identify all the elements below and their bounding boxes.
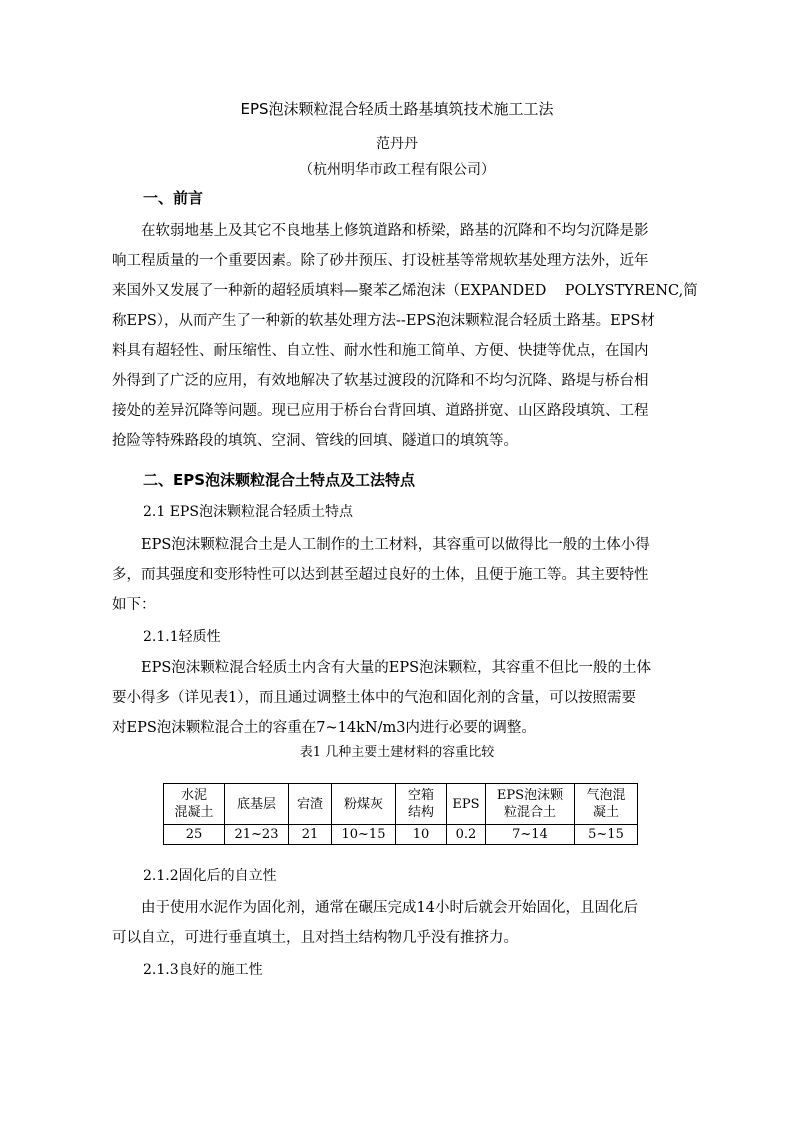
subsection-2-1-3-heading: 2.1.3良好的施工性 — [143, 962, 263, 978]
body-line: 由于使用水泥作为固化剂，通常在碾压完成14小时后就会开始固化，且固化后 — [141, 900, 638, 916]
subsection-2-1-heading: 2.1 EPS泡沫颗粒混合轻质土特点 — [143, 504, 353, 520]
density-comparison-table — [163, 783, 638, 845]
subsection-2-1-2-body — [112, 893, 700, 953]
table-header-row — [164, 784, 638, 825]
table-header-cell: 气泡混 凝土 — [575, 784, 638, 825]
body-line: 抢险等特殊路段的填筑、空洞、管线的回填、隧道口的填筑等。 — [112, 433, 518, 449]
table-header-cell: 底基层 — [225, 784, 289, 825]
table-cell: 21 — [289, 825, 332, 845]
table-header-cell: 粉煤灰 — [332, 784, 396, 825]
body-line: 要小得多（详见表1），而且通过调整土体中的气泡和固化剂的含量，可以按照需要 — [112, 690, 636, 706]
table-header-cell: 宕渣 — [289, 784, 332, 825]
document-title: EPS泡沫颗粒混合轻质土路基填筑技术施工工法 — [240, 100, 554, 118]
body-line: 接处的差异沉降等问题。现已应用于桥台台背回填、道路拼宽、山区路段填筑、工程 — [112, 403, 649, 419]
body-line: 料具有超轻性、耐压缩性、自立性、耐水性和施工简单、方便、快捷等优点，在国内 — [112, 343, 649, 359]
author-affiliation: （杭州明华市政工程有限公司） — [299, 162, 495, 178]
body-line: 称EPS），从而产生了一种新的软基处理方法--EPS泡沫颗粒混合轻质土路基。EPS材 — [112, 313, 655, 329]
subsection-2-1-1-heading: 2.1.1轻质性 — [143, 629, 221, 645]
table-cell: 5~15 — [575, 825, 638, 845]
table-cell: 7~14 — [486, 825, 575, 845]
table-cell: 25 — [164, 825, 225, 845]
table-cell: 0.2 — [447, 825, 486, 845]
body-line: 来国外又发展了一种新的超轻质填料—聚苯乙烯泡沫（EXPANDED POLYSTYRENC,简 — [112, 283, 698, 299]
body-line: 对EPS泡沫颗粒混合土的容重在7~14kN/m3内进行必要的调整。 — [112, 720, 536, 736]
table-header-cell: 空箱 结构 — [396, 784, 447, 825]
table-header-cell: EPS — [447, 784, 486, 825]
subsection-2-1-2-heading: 2.1.2固化后的自立性 — [143, 868, 277, 884]
section-2-heading: 二、EPS泡沫颗粒混合土特点及工法特点 — [143, 471, 416, 489]
table-caption: 表1 几种主要土建材料的容重比较 — [299, 745, 495, 760]
author-name: 范丹丹 — [376, 136, 418, 152]
subsection-2-1-1-body — [112, 653, 700, 743]
body-line: 响工程质量的一个重要因素。除了砂井预压、打设桩基等常规软基处理方法外，近年 — [112, 253, 649, 269]
body-line: 可以自立，可进行垂直填土，且对挡土结构物几乎没有推挤力。 — [112, 930, 518, 946]
table-header-cell: 水泥 混凝土 — [164, 784, 225, 825]
table-row — [164, 825, 638, 845]
table-cell: 10~15 — [332, 825, 396, 845]
body-line: EPS泡沫颗粒混合轻质土内含有大量的EPS泡沫颗粒，其容重不但比一般的土体 — [141, 660, 652, 676]
body-line: 外得到了广泛的应用，有效地解决了软基过渡段的沉降和不均匀沉降、路堤与桥台相 — [112, 373, 649, 389]
body-line: 如下： — [112, 597, 156, 613]
body-line: 多，而其强度和变形特性可以达到甚至超过良好的土体，且便于施工等。其主要特性 — [112, 567, 649, 583]
table-header-cell: EPS泡沫颗 粒混合土 — [486, 784, 575, 825]
section-1-heading: 一、前言 — [143, 189, 204, 207]
table-cell: 10 — [396, 825, 447, 845]
table-cell: 21~23 — [225, 825, 289, 845]
body-line: EPS泡沫颗粒混合土是人工制作的土工材料，其容重可以做得比一般的土体小得 — [141, 537, 650, 553]
section-1-body — [112, 216, 700, 456]
subsection-2-1-body — [112, 530, 700, 620]
body-line: 在软弱地基上及其它不良地基上修筑道路和桥梁，路基的沉降和不均匀沉降是影 — [141, 223, 649, 239]
